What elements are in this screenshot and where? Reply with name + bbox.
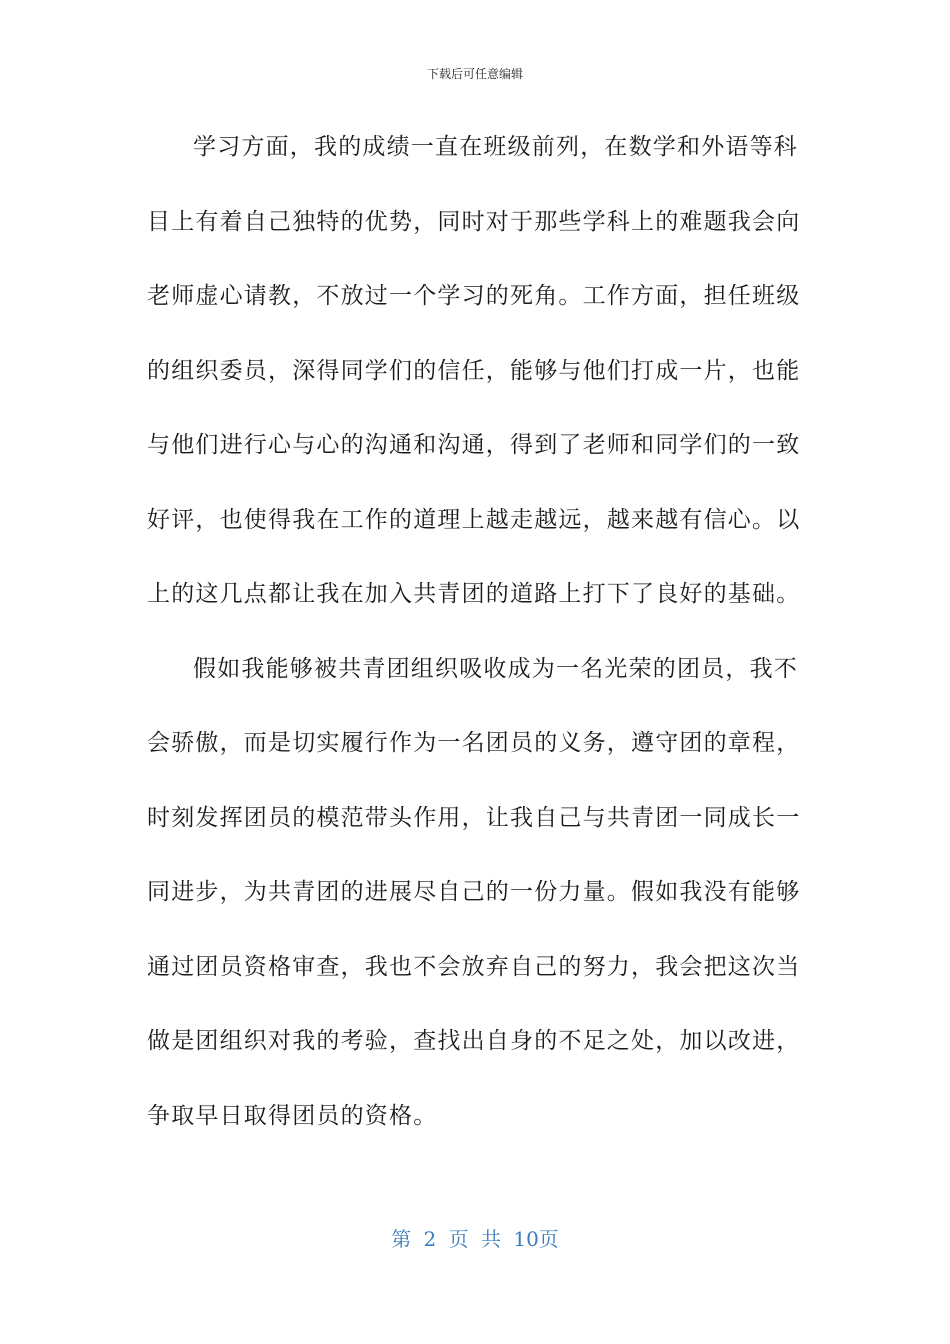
paragraph-2-line-5: 通过团员资格审查，我也不会放弃自己的努力，我会把这次当 xyxy=(147,953,801,980)
paragraph-1-line-6: 好评，也使得我在工作的道理上越走越远，越来越有信心。以 xyxy=(147,506,801,533)
paragraph-2-line-6: 做是团组织对我的考验，查找出自身的不足之处，加以改进， xyxy=(147,1028,801,1054)
page-number-footer: 第 2 页 共 10页 xyxy=(391,1227,559,1251)
paragraph-1-line-7: 上的这几点都让我在加入共青团的道路上打下了良好的基础。 xyxy=(147,581,801,607)
paragraph-2-line-1: 假如我能够被共青团组织吸收成为一名光荣的团员，我不 xyxy=(193,655,798,682)
paragraph-1-line-4: 的组织委员，深得同学们的信任，能够与他们打成一片，也能 xyxy=(147,357,801,384)
paragraph-1-line-2: 目上有着自己独特的优势，同时对于那些学科上的难题我会向 xyxy=(147,208,801,235)
paragraph-2-line-4: 同进步，为共青团的进展尽自己的一份力量。假如我没有能够 xyxy=(147,879,801,905)
paragraph-2-line-3: 时刻发挥团员的模范带头作用，让我自己与共青团一同成长一 xyxy=(147,804,801,831)
paragraph-2-line-2: 会骄傲，而是切实履行作为一名团员的义务，遵守团的章程， xyxy=(147,730,801,756)
document-body xyxy=(147,125,801,1168)
paragraph-1-line-1: 学习方面，我的成绩一直在班级前列，在数学和外语等科 xyxy=(193,134,798,160)
paragraph-2-line-7: 争取早日取得团员的资格。 xyxy=(147,1102,438,1129)
paragraph-1-line-5: 与他们进行心与心的沟通和沟通，得到了老师和同学们的一致 xyxy=(147,432,801,458)
page-header: 下载后可任意编辑 xyxy=(426,67,523,81)
paragraph-1-line-3: 老师虚心请教，不放过一个学习的死角。工作方面，担任班级 xyxy=(147,283,801,309)
